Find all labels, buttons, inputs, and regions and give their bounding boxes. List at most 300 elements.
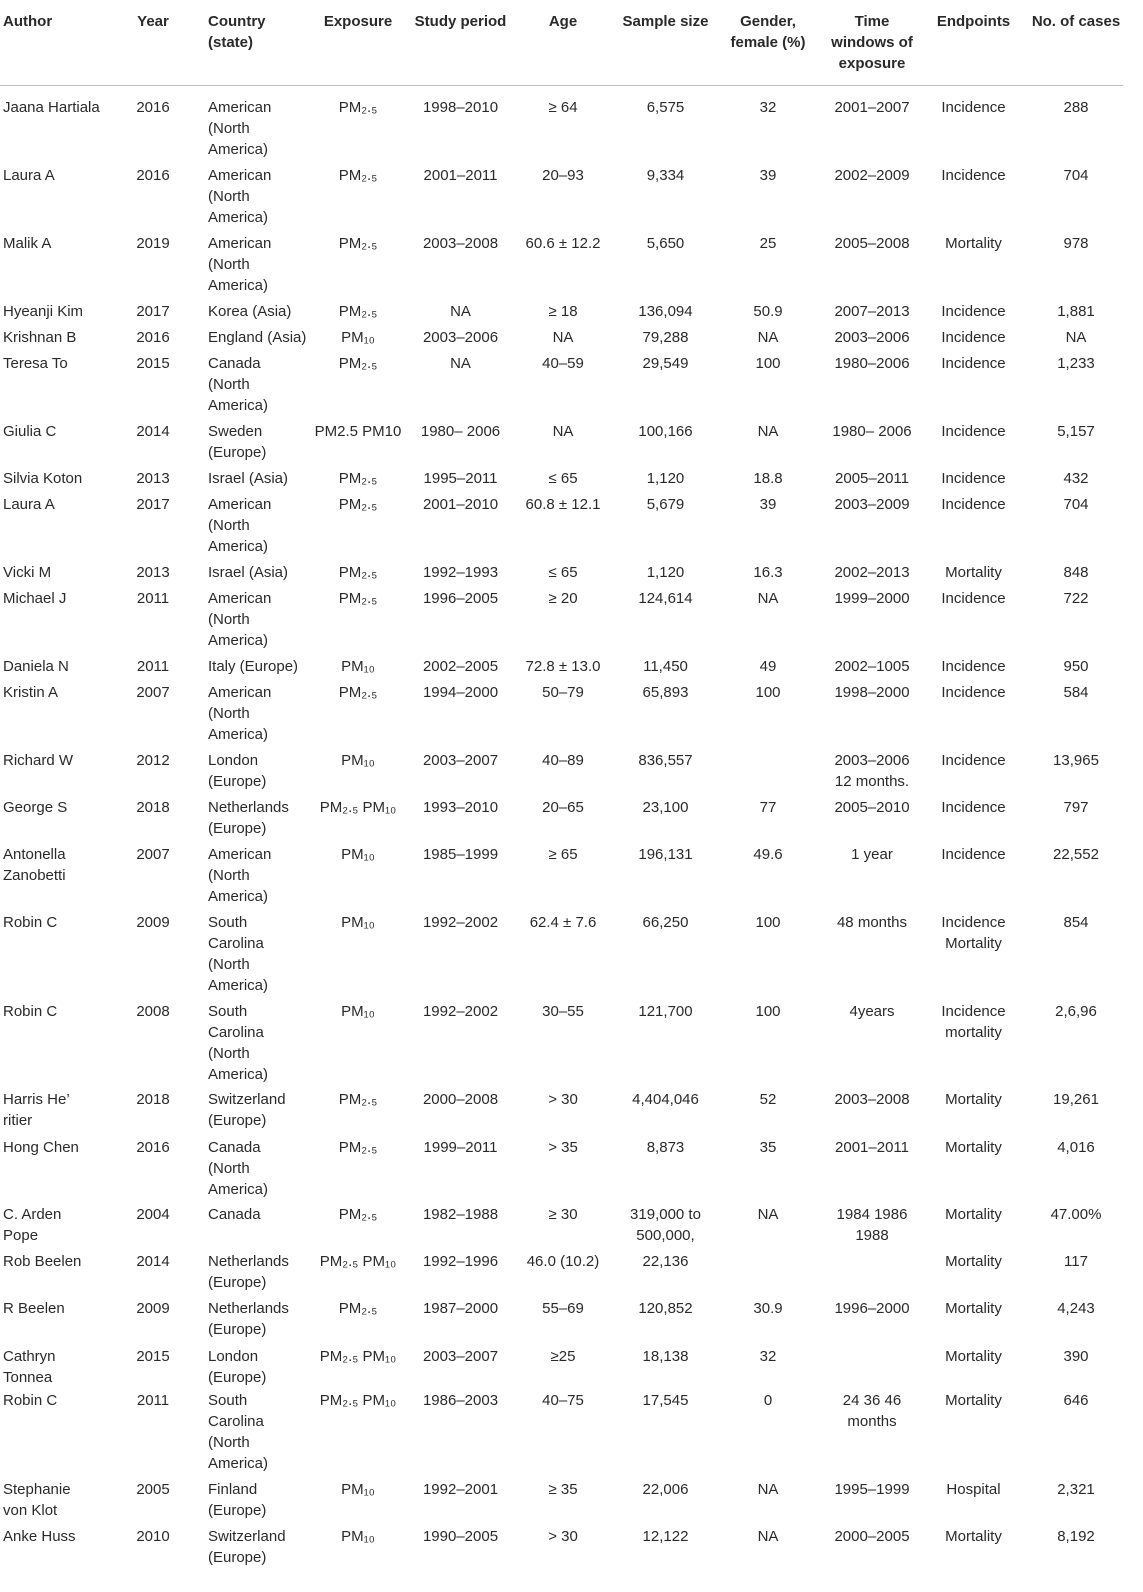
cell-gender: NA [757,1481,779,1498]
cell-age: 40–89 [542,752,584,769]
cell-gender: 35 [759,1139,777,1156]
cell-year: 2019 [136,235,170,252]
cell-author: Vicki M [3,564,52,581]
cell-country: (North [208,376,250,393]
cell-author: Giulia C [3,423,57,440]
cell-sample: 23,100 [642,799,689,816]
cell-sample: 1,120 [646,564,685,581]
cell-author: Zanobetti [3,867,66,884]
cell-gender: NA [757,329,779,346]
cell-period: 1999–2011 [423,1139,498,1156]
cell-sample: 8,873 [646,1139,685,1156]
cell-period: 1987–2000 [422,1300,499,1317]
cell-country: London [208,752,259,769]
cell-sample: 65,893 [642,684,689,701]
cell-period: 1992–1993 [422,564,499,581]
cell-age: ≤ 65 [548,564,578,581]
cell-country: American [208,684,272,701]
cell-cases: 2,321 [1057,1481,1095,1498]
cell-exposure: PM₁₀ [341,658,375,675]
header-gender: Gender, [740,13,796,30]
cell-cases: 19,261 [1053,1091,1099,1108]
cell-endpoints: mortality [945,1024,1002,1041]
cell-country: (Europe) [208,1112,267,1129]
cell-cases: 978 [1063,235,1089,252]
cell-country: American [208,846,272,863]
cell-cases: 47.00% [1050,1206,1102,1223]
cell-country: Canada [208,355,261,372]
cell-country: (North [208,1045,250,1062]
cell-country: (North [208,956,250,973]
cell-country: Carolina [208,1024,264,1041]
cell-country: (North [208,705,250,722]
cell-cases: 1,233 [1057,355,1095,372]
cell-country: America) [208,209,269,226]
cell-time: 2005–2010 [834,799,910,816]
cell-cases: 950 [1063,658,1089,675]
cell-year: 2016 [136,329,170,346]
cell-country: (North [208,1434,250,1451]
cell-age: 20–93 [542,167,584,184]
cell-gender: 100 [755,684,781,701]
cell-time: 2005–2011 [835,470,909,487]
cell-year: 2007 [136,684,170,701]
cell-exposure: PM₁₀ [341,914,375,931]
cell-gender: 49.6 [753,846,783,863]
cell-cases: 288 [1063,99,1089,116]
cell-year: 2013 [136,470,170,487]
cell-age: 55–69 [542,1300,584,1317]
cell-age: 60.8 ± 12.1 [525,496,601,513]
cell-exposure: PM2.5 PM10 [314,423,402,440]
cell-gender: 32 [759,1348,777,1365]
cell-country: Italy (Europe) [208,658,299,675]
cell-exposure: PM₂.₅ [338,564,378,581]
cell-endpoints: Incidence [941,914,1006,931]
cell-author: Richard W [3,752,74,769]
cell-author: Kristin A [3,684,59,701]
cell-country: America) [208,141,269,158]
cell-country: (North [208,1160,250,1177]
cell-time: 2001–2007 [834,99,910,116]
cell-time: 2003–2009 [834,496,910,513]
cell-year: 2009 [136,1300,170,1317]
cell-gender: 100 [755,355,781,372]
cell-endpoints: Incidence [941,355,1006,372]
cell-time: 2002–1005 [834,658,910,675]
cell-time: 2002–2013 [834,564,910,581]
cell-period: 1992–2001 [422,1481,499,1498]
header-gender: female (%) [730,34,806,51]
cell-gender: 52 [759,1091,777,1108]
cell-year: 2014 [136,1253,170,1270]
cell-time: 1 year [851,846,893,863]
cell-exposure: PM₁₀ [341,1003,375,1020]
cell-country: America) [208,1455,269,1472]
cell-sample: 22,006 [642,1481,689,1498]
cell-country: American [208,99,272,116]
cell-cases: 5,157 [1057,423,1095,440]
cell-country: (Europe) [208,1369,267,1386]
cell-endpoints: Incidence [941,752,1006,769]
cell-year: 2018 [136,1091,170,1108]
cell-cases: 4,243 [1057,1300,1095,1317]
cell-exposure: PM₂.₅ [338,1139,378,1156]
cell-time: 1980– 2006 [832,423,912,440]
cell-time: 1999–2000 [834,590,910,607]
cell-gender: 32 [759,99,777,116]
cell-author: R Beelen [3,1300,65,1317]
cell-age: ≥ 65 [548,846,578,863]
cell-exposure: PM₂.₅ PM₁₀ [319,1253,397,1270]
cell-country: Netherlands [208,1253,289,1270]
cell-cases: 117 [1064,1253,1088,1270]
cell-exposure: PM₂.₅ [338,303,378,320]
cell-cases: 390 [1063,1348,1089,1365]
cell-endpoints: Incidence [941,423,1006,440]
cell-period: 1992–1996 [422,1253,499,1270]
cell-year: 2016 [136,167,170,184]
cell-sample: 22,136 [642,1253,689,1270]
cell-period: 1995–2011 [423,470,498,487]
cell-gender: 49 [759,658,777,675]
header-country: Country [208,13,266,30]
cell-year: 2007 [136,846,170,863]
cell-cases: 646 [1063,1392,1089,1409]
cell-author: Hyeanji Kim [3,303,84,320]
cell-age: 46.0 (10.2) [526,1253,600,1270]
cell-exposure: PM₂.₅ PM₁₀ [319,1348,397,1365]
cell-country: America) [208,277,269,294]
cell-author: Pope [3,1227,39,1244]
cell-time: 1984 1986 [836,1206,908,1223]
cell-gender: 16.3 [753,564,783,581]
cell-gender: 77 [759,799,777,816]
cell-sample: 6,575 [646,99,685,116]
header-rule [0,85,1123,86]
cell-author: C. Arden [3,1206,62,1223]
cell-country: Carolina [208,1413,264,1430]
cell-country: South [208,1392,248,1409]
header-sample: Sample size [622,13,709,30]
header-author: Author [3,13,53,30]
cell-year: 2011 [136,1392,170,1409]
cell-country: Carolina [208,935,264,952]
cell-author: Teresa To [3,355,68,372]
cell-period: 1994–2000 [422,684,499,701]
cell-cases: 704 [1063,496,1089,513]
cell-age: NA [552,329,574,346]
cell-cases: 13,965 [1053,752,1099,769]
cell-cases: 432 [1063,470,1089,487]
cell-exposure: PM₂.₅ [338,1300,378,1317]
cell-gender: 25 [759,235,777,252]
cell-author: Anke Huss [3,1528,76,1545]
cell-author: Harris He’ [3,1091,70,1108]
cell-period: 2003–2007 [422,1348,499,1365]
cell-age: 40–59 [542,355,584,372]
cell-year: 2010 [136,1528,170,1545]
cell-country: American [208,496,272,513]
cell-age: ≥ 64 [548,99,578,116]
cell-year: 2005 [136,1481,170,1498]
cell-sample: 136,094 [638,303,693,320]
cell-endpoints: Mortality [945,1528,1002,1545]
cell-country: (North [208,188,250,205]
header-time: Time [854,13,890,30]
cell-sample: 319,000 to [630,1206,701,1223]
cell-age: ≥25 [550,1348,576,1365]
cell-age: ≥ 35 [548,1481,578,1498]
cell-country: (Europe) [208,1274,267,1291]
cell-exposure: PM₂.₅ [338,355,378,372]
cell-country: (North [208,120,250,137]
cell-period: 2003–2008 [422,235,499,252]
cell-age: > 30 [548,1528,578,1545]
cell-author: Antonella [3,846,66,863]
cell-gender: 100 [755,1003,781,1020]
cell-gender: 18.8 [753,470,783,487]
cell-period: 2003–2007 [422,752,499,769]
cell-country: (Europe) [208,773,267,790]
cell-endpoints: Incidence [941,799,1006,816]
header-age: Age [548,13,578,30]
cell-author: Hong Chen [3,1139,79,1156]
cell-endpoints: Mortality [945,564,1002,581]
cell-time: 12 months. [834,773,910,790]
cell-time: 2002–2009 [834,167,910,184]
cell-country: America) [208,977,269,994]
cell-country: America) [208,726,269,743]
cell-time: 24 36 46 [842,1392,902,1409]
cell-country: Sweden [208,423,263,440]
cell-exposure: PM₂.₅ PM₁₀ [319,799,397,816]
cell-endpoints: Mortality [945,1091,1002,1108]
cell-country: Finland [208,1481,258,1498]
cell-period: 1986–2003 [422,1392,499,1409]
cell-endpoints: Mortality [945,1253,1002,1270]
cell-sample: 100,166 [638,423,693,440]
cell-time: 1980–2006 [834,355,910,372]
cell-year: 2015 [136,1348,170,1365]
cell-age: 50–79 [542,684,584,701]
cell-sample: 66,250 [642,914,689,931]
cell-country: American [208,590,272,607]
header-year: Year [137,13,169,30]
cell-sample: 29,549 [642,355,689,372]
cell-sample: 5,679 [646,496,685,513]
cell-gender: NA [757,423,779,440]
cell-age: ≥ 30 [548,1206,578,1223]
cell-gender: 0 [763,1392,773,1409]
cell-sample: 79,288 [642,329,689,346]
cell-age: > 30 [548,1091,578,1108]
cell-age: 30–55 [542,1003,584,1020]
cell-endpoints: Mortality [945,935,1002,952]
cell-sample: 500,000, [636,1227,695,1244]
cell-endpoints: Mortality [945,1348,1002,1365]
cell-time: 2003–2006 [834,752,910,769]
cell-sample: 121,700 [638,1003,693,1020]
cell-period: NA [450,355,471,372]
cell-endpoints: Incidence [941,470,1006,487]
cell-country: England (Asia) [208,329,307,346]
cell-exposure: PM₂.₅ [338,235,378,252]
cell-gender: 39 [759,167,777,184]
cell-endpoints: Incidence [941,1003,1006,1020]
cell-year: 2018 [136,799,170,816]
cell-endpoints: Mortality [945,235,1002,252]
cell-country: (North [208,867,250,884]
cell-country: London [208,1348,259,1365]
cell-time: 1988 [855,1227,889,1244]
cell-gender: 100 [755,914,781,931]
cell-year: 2015 [136,355,170,372]
cell-sample: 18,138 [642,1348,689,1365]
cell-country: (Europe) [208,820,267,837]
cell-country: American [208,235,272,252]
cell-exposure: PM₂.₅ PM₁₀ [319,1392,397,1409]
cell-gender: NA [757,1206,779,1223]
cell-author: Jaana Hartiala [3,99,100,116]
cell-cases: 854 [1063,914,1089,931]
cell-country: (Europe) [208,1549,267,1566]
cell-period: 2001–2010 [422,496,499,513]
cell-gender: 39 [759,496,777,513]
cell-country: Israel (Asia) [208,470,289,487]
cell-exposure: PM₂.₅ [338,590,378,607]
header-cases: No. of cases [1031,13,1121,30]
cell-exposure: PM₂.₅ [338,1091,378,1108]
cell-time: 2000–2005 [834,1528,910,1545]
cell-cases: 722 [1063,590,1089,607]
cell-age: ≥ 18 [548,303,578,320]
cell-exposure: PM₁₀ [341,846,375,863]
cell-cases: 797 [1063,799,1089,816]
cell-author: Stephanie [3,1481,71,1498]
cell-author: Krishnan B [3,329,77,346]
cell-country: Netherlands [208,1300,289,1317]
cell-time: 1998–2000 [834,684,910,701]
cell-exposure: PM₁₀ [341,752,375,769]
cell-country: (North [208,611,250,628]
cell-gender: 50.9 [753,303,783,320]
cell-country: America) [208,888,269,905]
cell-period: NA [450,303,471,320]
cell-author: Malik A [3,235,52,252]
cell-author: Michael J [3,590,67,607]
cell-author: Rob Beelen [3,1253,82,1270]
cell-country: South [208,1003,248,1020]
cell-time: 4years [849,1003,895,1020]
cell-sample: 5,650 [646,235,685,252]
cell-sample: 17,545 [642,1392,689,1409]
cell-age: 20–65 [542,799,584,816]
cell-exposure: PM₂.₅ [338,167,378,184]
cell-author: Robin C [3,1392,58,1409]
cell-endpoints: Mortality [945,1392,1002,1409]
header-country: (state) [208,34,254,51]
cell-country: (North [208,517,250,534]
cell-endpoints: Mortality [945,1206,1002,1223]
cell-period: 1996–2005 [422,590,499,607]
cell-exposure: PM₁₀ [341,1481,375,1498]
cell-cases: 704 [1063,167,1089,184]
cell-country: (Europe) [208,1321,267,1338]
cell-period: 2001–2011 [423,167,498,184]
cell-endpoints: Incidence [941,684,1006,701]
cell-author: Silvia Koton [3,470,83,487]
cell-year: 2011 [136,658,170,675]
cell-period: 1982–1988 [422,1206,499,1223]
cell-endpoints: Incidence [941,658,1006,675]
cell-country: South [208,914,248,931]
cell-cases: 584 [1063,684,1089,701]
cell-country: (Europe) [208,444,267,461]
cell-sample: 120,852 [638,1300,693,1317]
cell-country: America) [208,1181,269,1198]
cell-author: Laura A [3,496,55,513]
cell-country: America) [208,538,269,555]
cell-year: 2017 [136,303,170,320]
cell-age: 62.4 ± 7.6 [529,914,597,931]
cell-sample: 124,614 [638,590,693,607]
cell-country: Canada [208,1139,261,1156]
cell-exposure: PM₁₀ [341,1528,375,1545]
cell-country: America) [208,632,269,649]
cell-exposure: PM₂.₅ [338,684,378,701]
cell-year: 2016 [136,1139,170,1156]
cell-year: 2004 [136,1206,170,1223]
cell-cases: 8,192 [1057,1528,1095,1545]
cell-sample: 196,131 [638,846,693,863]
cell-time: 1995–1999 [834,1481,910,1498]
cell-period: 2000–2008 [422,1091,499,1108]
cell-period: 1990–2005 [422,1528,499,1545]
cell-author: Robin C [3,914,58,931]
header-endpoints: Endpoints [936,13,1011,30]
cell-period: 1998–2010 [422,99,499,116]
cell-author: Laura A [3,167,55,184]
cell-endpoints: Mortality [945,1300,1002,1317]
cell-country: Switzerland [208,1528,286,1545]
header-period: Study period [414,13,507,30]
cell-age: ≥ 20 [548,590,578,607]
cell-author: George S [3,799,68,816]
cell-country: Canada [208,1206,261,1223]
cell-period: 1993–2010 [422,799,499,816]
cell-period: 1985–1999 [422,846,499,863]
cell-age: 40–75 [542,1392,584,1409]
cell-endpoints: Incidence [941,303,1006,320]
cell-period: 2003–2006 [422,329,499,346]
cell-sample: 12,122 [642,1528,689,1545]
cell-gender: 30.9 [753,1300,783,1317]
cell-cases: 848 [1063,564,1089,581]
cell-sample: 1,120 [646,470,685,487]
cell-period: 1992–2002 [422,914,499,931]
cell-endpoints: Incidence [941,167,1006,184]
cell-endpoints: Incidence [941,99,1006,116]
cell-author: Cathryn [3,1348,56,1365]
cell-gender: NA [757,590,779,607]
cell-time: 2003–2008 [834,1091,910,1108]
cell-time: 2007–2013 [834,303,910,320]
cell-sample: 9,334 [646,167,685,184]
cell-country: America) [208,397,269,414]
cell-cases: NA [1065,329,1087,346]
cell-author: Tonnea [3,1369,53,1386]
